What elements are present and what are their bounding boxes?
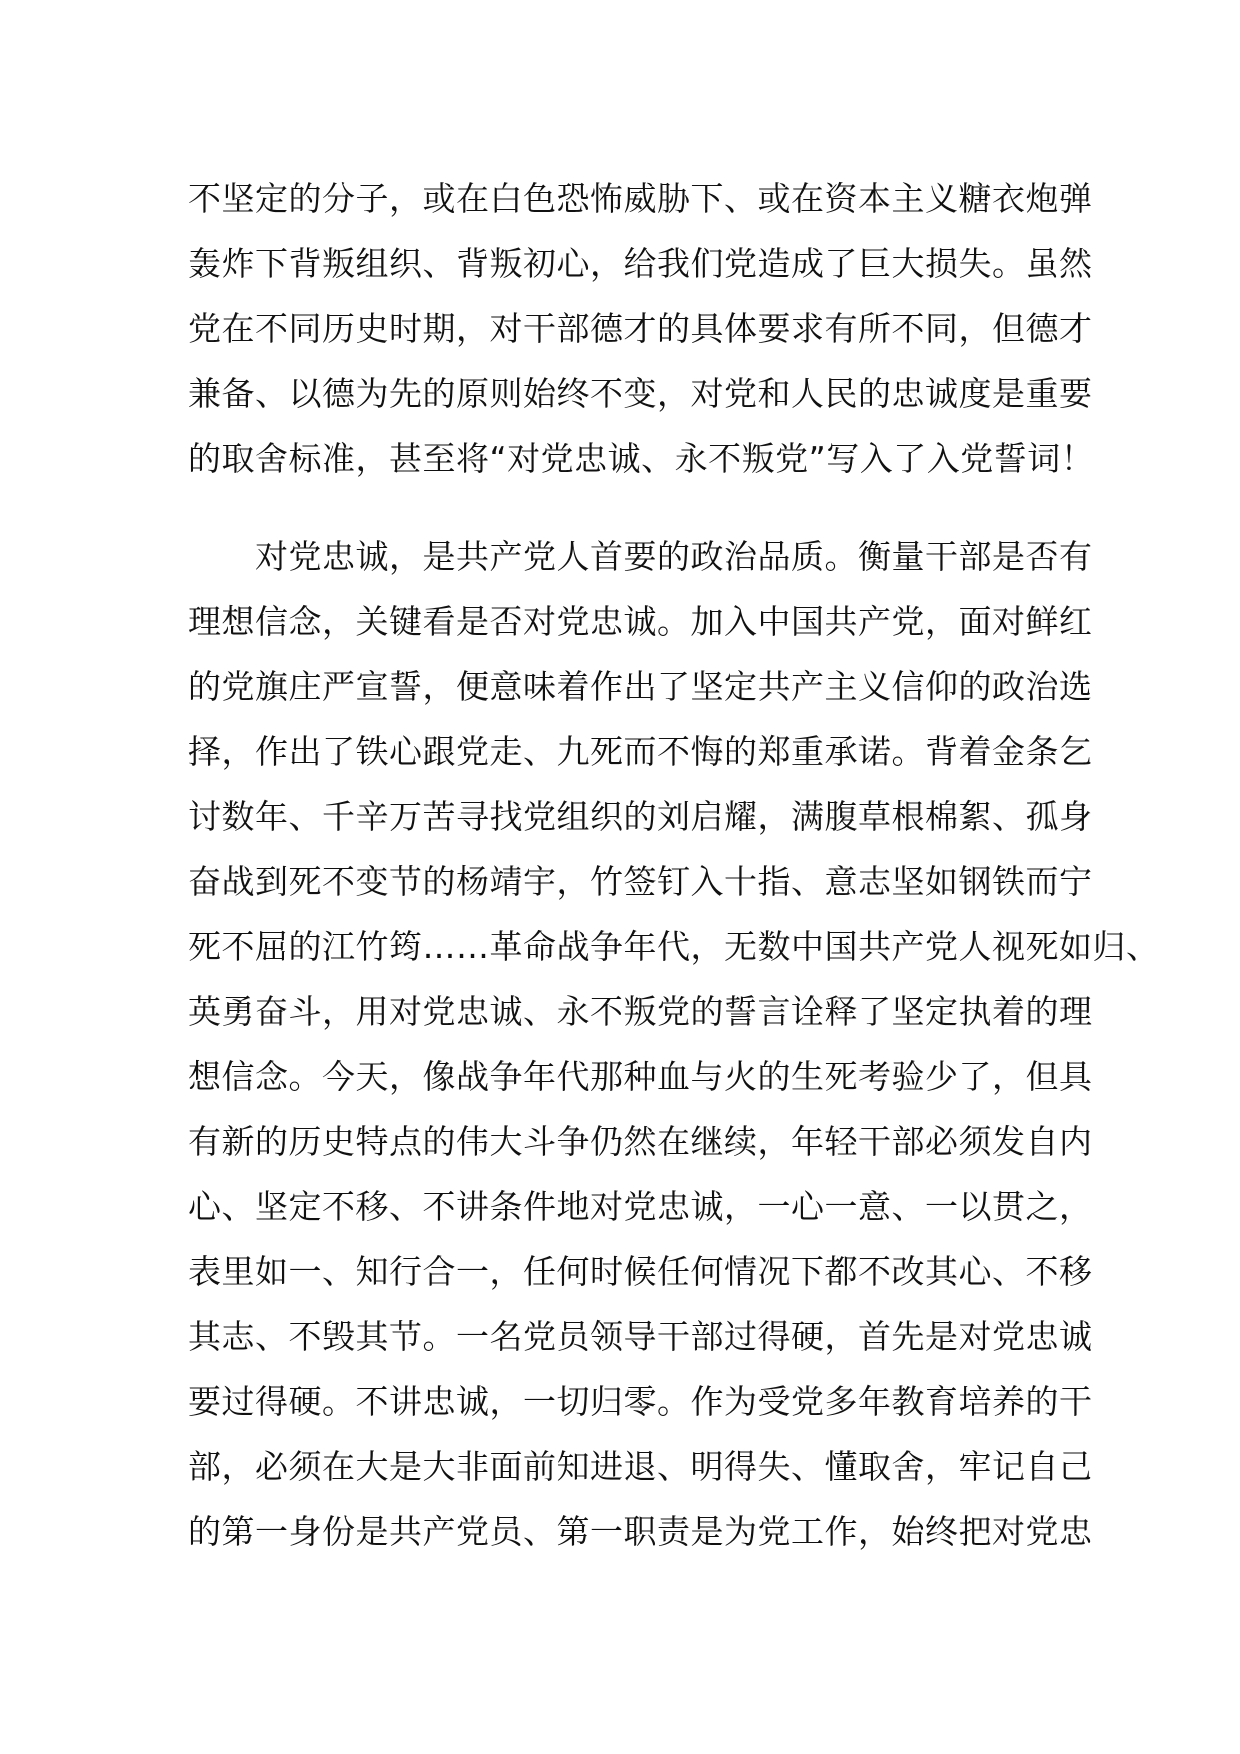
text-line: 有新的历史特点的伟大斗争仍然在继续，年轻干部必须发自内 bbox=[188, 1122, 1093, 1161]
text-line: 表里如一、知行合一，任何时候任何情况下都不改其心、不移 bbox=[188, 1252, 1093, 1291]
paragraph-2 bbox=[188, 524, 1160, 1564]
text-line: 对党忠诚，是共产党人首要的政治品质。衡量干部是否有 bbox=[188, 537, 1093, 576]
text-line: 部，必须在大是大非面前知进退、明得失、懂取舍，牢记自己 bbox=[188, 1447, 1093, 1486]
text-line: 死不屈的江竹筠……革命战争年代，无数中国共产党人视死如归、 bbox=[188, 927, 1160, 966]
text-line: 轰炸下背叛组织、背叛初心，给我们党造成了巨大损失。虽然 bbox=[188, 244, 1093, 283]
text-line: 想信念。今天，像战争年代那种血与火的生死考验少了，但具 bbox=[188, 1057, 1093, 1096]
text-line: 英勇奋斗，用对党忠诚、永不叛党的誓言诠释了坚定执着的理 bbox=[188, 992, 1093, 1031]
text-line: 的党旗庄严宣誓，便意味着作出了坚定共产主义信仰的政治选 bbox=[188, 667, 1093, 706]
text-line: 其志、不毁其节。一名党员领导干部过得硬，首先是对党忠诚 bbox=[188, 1317, 1093, 1356]
text-line: 奋战到死不变节的杨靖宇，竹签钉入十指、意志坚如钢铁而宁 bbox=[188, 862, 1093, 901]
text-line: 心、坚定不移、不讲条件地对党忠诚，一心一意、一以贯之， bbox=[188, 1187, 1093, 1226]
text-line: 理想信念，关键看是否对党忠诚。加入中国共产党，面对鲜红 bbox=[188, 602, 1093, 641]
text-line: 择，作出了铁心跟党走、九死而不悔的郑重承诺。背着金条乞 bbox=[188, 732, 1093, 771]
text-line: 兼备、以德为先的原则始终不变，对党和人民的忠诚度是重要 bbox=[188, 374, 1093, 413]
text-line: 讨数年、千辛万苦寻找党组织的刘启耀，满腹草根棉絮、孤身 bbox=[188, 797, 1093, 836]
text-line: 的第一身份是共产党员、第一职责是为党工作，始终把对党忠 bbox=[188, 1512, 1093, 1551]
text-line: 不坚定的分子，或在白色恐怖威胁下、或在资本主义糖衣炮弹 bbox=[188, 179, 1093, 218]
text-line: 的取舍标准，甚至将“对党忠诚、永不叛党”写入了入党誓词！ bbox=[188, 439, 1095, 478]
text-line: 要过得硬。不讲忠诚，一切归零。作为受党多年教育培养的干 bbox=[188, 1382, 1093, 1421]
text-line: 党在不同历史时期，对干部德才的具体要求有所不同，但德才 bbox=[188, 309, 1093, 348]
paragraph-1 bbox=[188, 166, 1095, 491]
